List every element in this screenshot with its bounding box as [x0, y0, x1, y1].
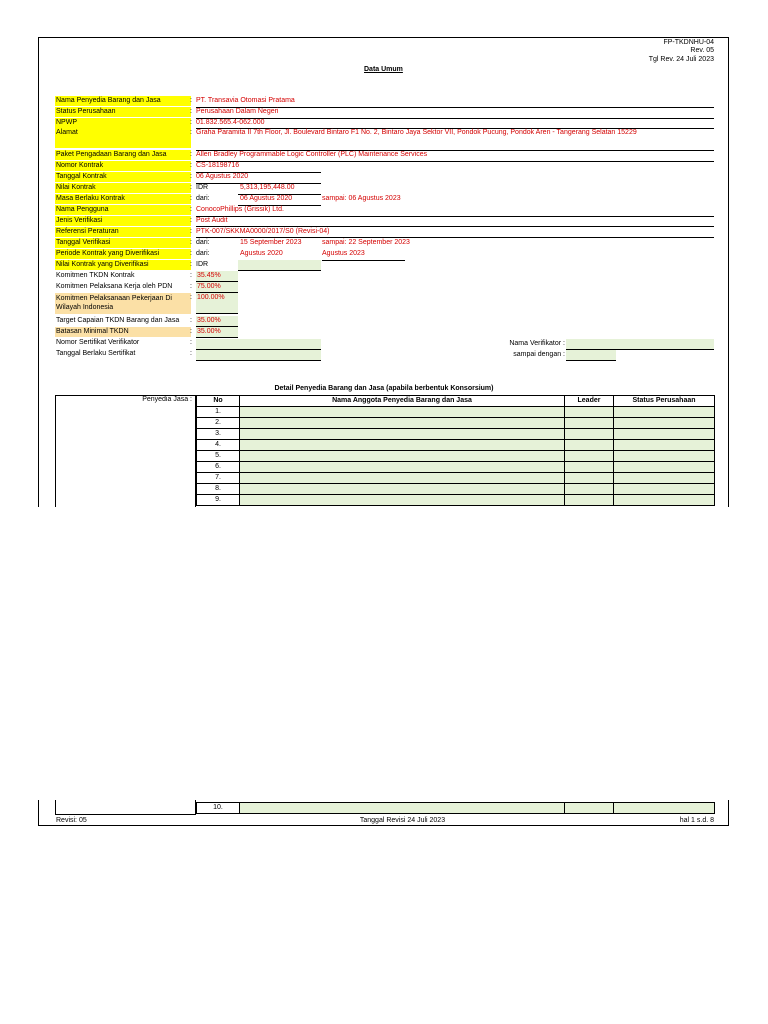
label-komitmen-tkdn: Komitmen TKDN Kontrak — [56, 272, 135, 279]
row-leader[interactable] — [565, 484, 614, 495]
label-target-capaian: Target Capaian TKDN Barang dan Jasa — [56, 317, 180, 324]
footer-tanggal: Tanggal Revisi 24 Juli 2023 — [359, 817, 446, 824]
value-status: Perusahaan Dalam Negeri — [196, 108, 279, 115]
row-no: 6. — [197, 462, 240, 473]
value-npwp: 01.832.565.4-062.000 — [196, 119, 265, 126]
label-sampai-dengan: sampai dengan : — [513, 351, 565, 358]
label-tanggal-berlaku: Tanggal Berlaku Sertifikat — [56, 350, 136, 357]
row-nama[interactable] — [240, 418, 565, 429]
colon: : — [190, 272, 192, 279]
colon: : — [190, 195, 192, 202]
form-code: FP-TKDNHU-04 — [663, 39, 714, 46]
label-periode: Periode Kontrak yang Diverifikasi — [55, 249, 191, 259]
row-leader[interactable] — [565, 429, 614, 440]
row-no: 7. — [197, 473, 240, 484]
value-komitmen-wilayah: 100.00% — [197, 294, 225, 301]
col-no-header: No — [197, 396, 240, 407]
periode-dari: dari: — [196, 250, 210, 257]
table-row — [197, 418, 715, 429]
footer-revisi: Revisi: 05 — [56, 817, 87, 824]
colon: : — [190, 350, 192, 357]
colon: : — [190, 173, 192, 180]
row-status[interactable] — [614, 803, 715, 814]
label-nilai-diverifikasi: Nilai Kontrak yang Diverifikasi — [55, 260, 191, 270]
row-status[interactable] — [614, 484, 715, 495]
value-nilai-kontrak: 5,313,195,448.00 — [240, 184, 295, 191]
row-leader[interactable] — [565, 418, 614, 429]
sertifikat-field[interactable] — [196, 339, 321, 350]
row-leader[interactable] — [565, 407, 614, 418]
colon: : — [190, 184, 192, 191]
label-npwp: NPWP — [55, 118, 191, 128]
colon: : — [190, 228, 192, 235]
colon: : — [190, 328, 192, 335]
colon: : — [190, 317, 192, 324]
label-tanggal-verifikasi: Tanggal Verifikasi — [55, 238, 191, 248]
label-paket: Paket Pengadaan Barang dan Jasa — [55, 150, 191, 160]
label-nomor-kontrak: Nomor Kontrak — [55, 161, 191, 171]
row-nama[interactable] — [240, 429, 565, 440]
table-row — [197, 803, 715, 814]
label-nomor-sertifikat: Nomor Sertifikat Verifikator — [56, 339, 140, 346]
sampai-field[interactable] — [566, 350, 616, 361]
masa-dari: dari: — [196, 195, 210, 202]
nilai-currency: IDR — [196, 184, 209, 191]
nilai-div-currency: IDR — [196, 261, 209, 268]
row-nama[interactable] — [240, 462, 565, 473]
value-verif-to: sampai: 22 September 2023 — [322, 239, 410, 246]
row-status[interactable] — [614, 495, 715, 506]
left-border — [38, 37, 39, 507]
colon: : — [190, 261, 192, 268]
row-nama[interactable] — [240, 803, 565, 814]
value-komitmen-tkdn: 35.45% — [197, 272, 221, 279]
value-alamat: Graha Paramita II 7th Floor, Jl. Boulevard Bintaro F1 No. 2, Bintaro Jaya Sektor VII, Pondok Pucung, Pondok Aren - Tangerang Selatan 15229 — [196, 129, 637, 136]
row-status[interactable] — [614, 418, 715, 429]
colon: : — [190, 283, 192, 290]
label-status: Status Perusahaan — [55, 107, 191, 117]
row-status[interactable] — [614, 462, 715, 473]
table-row — [197, 484, 715, 495]
colon: : — [190, 294, 192, 301]
revision-date: Tgl Rev. 24 Juli 2023 — [648, 56, 714, 63]
nilai-div-field[interactable] — [238, 260, 321, 271]
value-batasan-minimal: 35.00% — [197, 328, 221, 335]
table-row — [197, 451, 715, 462]
value-pengguna: ConocoPhillips (Grissik) Ltd. — [196, 206, 284, 213]
page-title: Data Umum — [364, 66, 403, 73]
value-target-capaian: 35.00% — [197, 317, 221, 324]
row-status[interactable] — [614, 473, 715, 484]
table-row — [197, 462, 715, 473]
colon: : — [190, 119, 192, 126]
col-leader-header: Leader — [565, 396, 614, 407]
value-periode-to: Agustus 2023 — [322, 250, 365, 257]
row-status[interactable] — [614, 407, 715, 418]
label-pengguna: Nama Pengguna — [55, 205, 191, 215]
table-row — [197, 407, 715, 418]
value-paket: Allen Bradley Programmable Logic Controller (PLC) Maintenance Services — [196, 151, 428, 158]
consortium-table — [196, 395, 715, 506]
label-jenis-verifikasi: Jenis Verifikasi — [55, 216, 191, 226]
colon: : — [190, 162, 192, 169]
row-no: 10. — [197, 803, 240, 814]
value-nomor-kontrak: CS-18198716 — [196, 162, 240, 169]
label-penyedia-jasa: Penyedia Jasa : — [142, 396, 192, 403]
colon: : — [190, 151, 192, 158]
detail-title: Detail Penyedia Barang dan Jasa (apabila berbentuk Konsorsium) — [274, 385, 494, 392]
table-row — [197, 440, 715, 451]
colon: : — [190, 217, 192, 224]
row-status[interactable] — [614, 451, 715, 462]
label-referensi: Referensi Peraturan — [55, 227, 191, 237]
value-tanggal-kontrak: 06 Agustus 2020 — [196, 173, 249, 180]
row-nama[interactable] — [240, 407, 565, 418]
col-status-header: Status Perusahaan — [614, 396, 715, 407]
row-no: 2. — [197, 418, 240, 429]
row-leader[interactable] — [565, 803, 614, 814]
value-nama-penyedia: PT. Transavia Otomasi Pratama — [196, 97, 295, 104]
bottom-border — [38, 825, 729, 826]
row-no: 4. — [197, 440, 240, 451]
consortium-table-bottom — [196, 802, 715, 814]
row-status[interactable] — [614, 440, 715, 451]
value-referensi: PTK-007/SKKMA0000/2017/S0 (Revisi-04) — [196, 228, 330, 235]
label-nama-verifikator: Nama Verifikator : — [509, 340, 565, 347]
table-row — [197, 429, 715, 440]
footer-hal: hal 1 s.d. 8 — [679, 817, 714, 824]
verif-dari: dari: — [196, 239, 210, 246]
colon: : — [190, 339, 192, 346]
row-no: 8. — [197, 484, 240, 495]
label-masa-berlaku: Masa Berlaku Kontrak — [55, 194, 191, 204]
table-row — [197, 473, 715, 484]
berlaku-field[interactable] — [196, 350, 321, 361]
colon: : — [190, 250, 192, 257]
label-komitmen-pdn: Komitmen Pelaksana Kerja oleh PDN — [56, 283, 173, 290]
label-nilai-kontrak: Nilai Kontrak — [55, 183, 191, 193]
value-periode-from: Agustus 2020 — [240, 250, 283, 257]
value-komitmen-pdn: 75.00% — [197, 283, 221, 290]
value-masa-to: sampai: 06 Agustus 2023 — [322, 195, 401, 202]
row-nama[interactable] — [240, 473, 565, 484]
underline-pengguna — [196, 216, 714, 217]
value-masa-from: 06 Agustus 2020 — [240, 195, 293, 202]
revision: Rev. 05 — [690, 47, 714, 54]
underline-paket — [196, 161, 714, 162]
row-no: 3. — [197, 429, 240, 440]
colon: : — [190, 97, 192, 104]
colon: : — [190, 239, 192, 246]
row-leader[interactable] — [565, 495, 614, 506]
colon: : — [190, 108, 192, 115]
row-no: 9. — [197, 495, 240, 506]
table-row — [197, 495, 715, 506]
right-border — [728, 37, 729, 507]
label-nama-penyedia: Nama Penyedia Barang dan Jasa — [55, 96, 191, 106]
underline-periode-to — [322, 260, 405, 261]
col-nama-header: Nama Anggota Penyedia Barang dan Jasa — [240, 396, 565, 407]
row-nama[interactable] — [240, 484, 565, 495]
row-status[interactable] — [614, 429, 715, 440]
value-jenis-verifikasi: Post Audit — [196, 217, 228, 224]
colon: : — [190, 206, 192, 213]
penyedia-box — [55, 395, 196, 507]
row-leader[interactable] — [565, 473, 614, 484]
verifikator-field[interactable] — [566, 339, 714, 350]
row-no: 5. — [197, 451, 240, 462]
top-border — [38, 37, 729, 38]
penyedia-box-bottom — [55, 800, 196, 815]
underline-status — [196, 118, 714, 119]
label-batasan-minimal: Batasan Minimal TKDN — [55, 327, 191, 337]
row-nama[interactable] — [240, 495, 565, 506]
value-verif-from: 15 September 2023 — [240, 239, 302, 246]
row-nama[interactable] — [240, 440, 565, 451]
label-komitmen-wilayah — [55, 293, 191, 314]
row-nama[interactable] — [240, 451, 565, 462]
row-leader[interactable] — [565, 451, 614, 462]
label-tanggal-kontrak: Tanggal Kontrak — [55, 172, 191, 182]
row-no: 1. — [197, 407, 240, 418]
label-komitmen-wilayah-text: Komitmen Pelaksanaan Pekerjaan Di Wilayah Indonesia — [56, 295, 172, 311]
row-leader[interactable] — [565, 440, 614, 451]
colon: : — [190, 129, 192, 136]
label-alamat: Alamat — [55, 128, 191, 148]
row-leader[interactable] — [565, 462, 614, 473]
